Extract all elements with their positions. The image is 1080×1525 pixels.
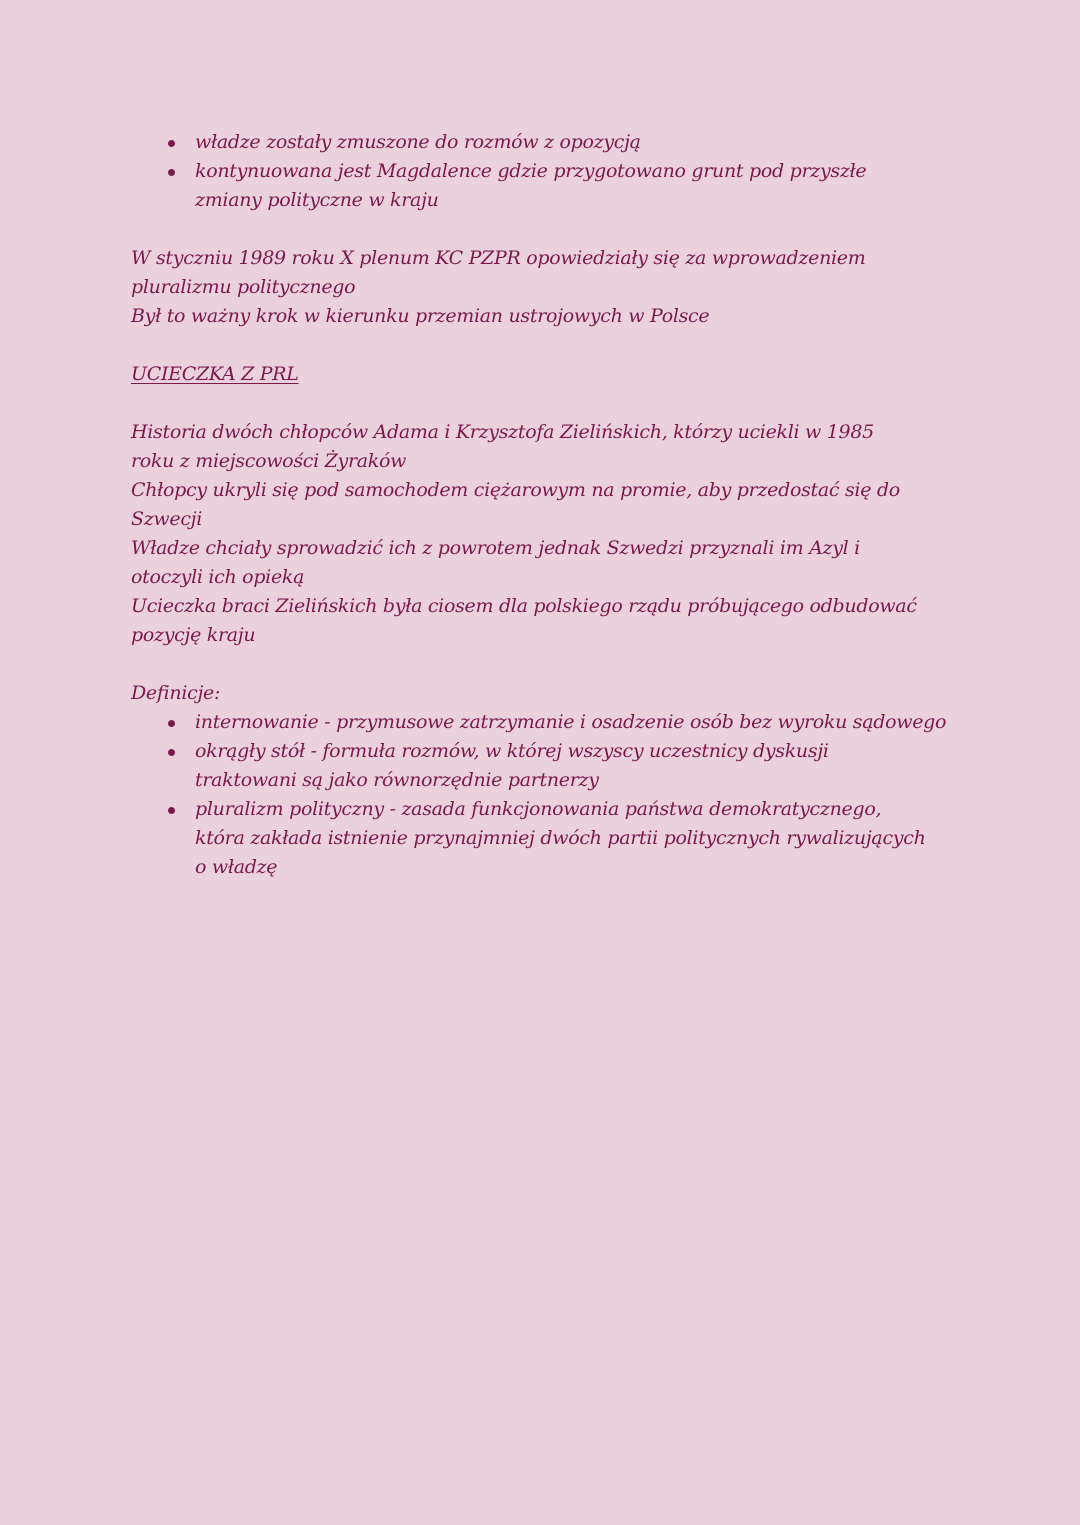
spacer [131,215,951,244]
definition-item: pluralizm polityczny - zasada funkcjonowania państwa demokratycznego, która zakłada istnienie przynajmniej dwóch partii politycznych rywalizujących o władzę [195,795,935,882]
definitions-list [131,708,951,882]
spacer [131,331,951,360]
definition-item: internowanie - przymusowe zatrzymanie i osadzenie osób bez wyroku sądowego [195,708,951,737]
paragraph: Był to ważny krok w kierunku przemian ustrojowych w Polsce [131,305,710,327]
paragraph: Chłopcy ukryli się pod samochodem ciężarowym na promie, aby przedostać się do Szwecji [131,479,900,530]
document-content [131,128,951,882]
definition-item: okrągły stół - formuła rozmów, w której wszyscy uczestnicy dyskusji traktowani są jako równorzędnie partnerzy [195,737,935,795]
bullet-list-talks [131,128,951,215]
spacer [131,650,951,679]
paragraph: Historia dwóch chłopców Adama i Krzysztofa Zielińskich, którzy uciekli w 1985 roku z miejscowości Żyraków [131,421,874,472]
spacer [131,389,951,418]
section-heading: UCIECZKA Z PRL [131,363,299,385]
list-item: władze zostały zmuszone do rozmów z opozycją [195,128,951,157]
list-item: kontynuowana jest Magdalence gdzie przygotowano grunt pod przyszłe zmiany polityczne w kraju [195,157,895,215]
definitions-heading: Definicje: [131,682,221,704]
paragraph: Władze chciały sprowadzić ich z powrotem jednak Szwedzi przyznali im Azyl i otoczyli ich opieką [131,537,860,588]
paragraph: Ucieczka braci Zielińskich była ciosem dla polskiego rządu próbującego odbudować pozycję kraju [131,595,917,646]
paragraph: W styczniu 1989 roku X plenum KC PZPR opowiedziały się za wprowadzeniem pluralizmu politycznego [131,247,866,298]
